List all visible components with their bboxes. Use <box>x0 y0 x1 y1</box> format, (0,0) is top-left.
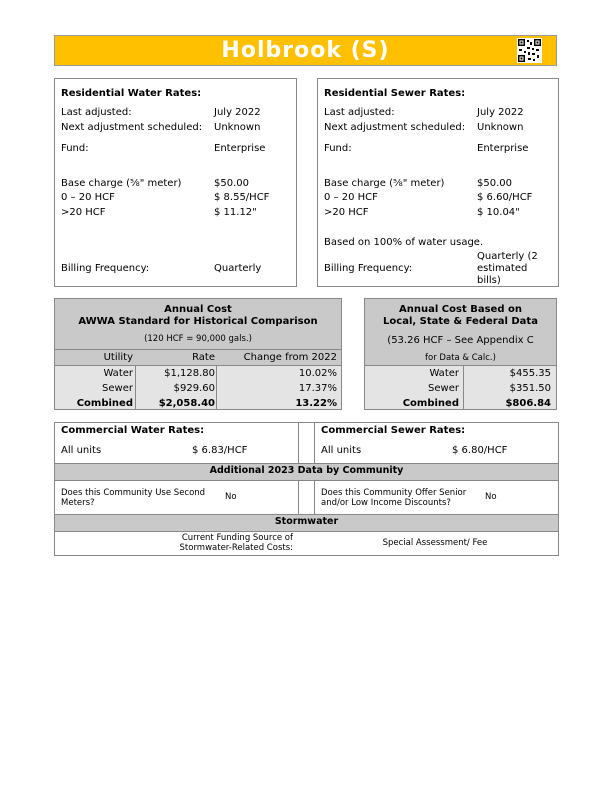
fund-label: Fund: <box>324 143 352 154</box>
local-title-line2: Local, State & Federal Data <box>383 316 538 327</box>
commercial-water-label: All units <box>61 445 102 456</box>
col-change: Change from 2022 <box>243 352 337 363</box>
base-charge-value: $50.00 <box>477 178 512 189</box>
awwa-combined-change: 13.22% <box>295 398 337 409</box>
billing-frequency-line2: estimated <box>477 263 528 274</box>
residential-sewer-box <box>317 78 559 287</box>
billing-frequency-value: Quarterly <box>214 263 262 274</box>
local-sewer-rate: $351.50 <box>509 383 551 394</box>
next-adjustment-value: Unknown <box>477 122 524 133</box>
sewer-basis-note: Based on 100% of water usage. <box>324 237 484 248</box>
last-adjusted-label: Last adjusted: <box>61 107 132 118</box>
next-adjustment-label: Next adjustment scheduled: <box>324 122 466 133</box>
billing-frequency-line1: Quarterly (2 <box>477 251 538 262</box>
annual-cost-local-table <box>364 298 557 410</box>
qr-code-icon <box>517 38 542 63</box>
base-charge-label: Base charge (⅝" meter) <box>324 178 445 189</box>
base-charge-value: $50.00 <box>214 178 249 189</box>
tier2-value: $ 11.12" <box>214 207 257 218</box>
billing-frequency-line3: bills) <box>477 275 501 286</box>
stormwater-heading: Stormwater <box>274 516 339 527</box>
residential-water-heading: Residential Water Rates: <box>61 88 202 99</box>
commercial-sewer-label: All units <box>321 445 362 456</box>
fund-label: Fund: <box>61 143 89 154</box>
last-adjusted-value: July 2022 <box>214 107 261 118</box>
awwa-title-line2: AWWA Standard for Historical Comparison <box>78 316 318 327</box>
next-adjustment-value: Unknown <box>214 122 261 133</box>
awwa-sewer-rate: $929.60 <box>173 383 215 394</box>
annual-cost-awwa-table <box>54 298 342 410</box>
awwa-sewer-utility: Sewer <box>102 383 133 394</box>
commercial-water-heading: Commercial Water Rates: <box>61 425 205 436</box>
awwa-water-rate: $1,128.80 <box>164 368 215 379</box>
fund-value: Enterprise <box>477 143 529 154</box>
last-adjusted-value: July 2022 <box>477 107 524 118</box>
title-bar <box>54 35 557 66</box>
base-charge-label: Base charge (⅝" meter) <box>61 178 182 189</box>
last-adjusted-label: Last adjusted: <box>324 107 395 118</box>
second-meters-question-line2: Meters? <box>61 498 95 508</box>
commercial-table <box>54 422 559 556</box>
billing-frequency-label: Billing Frequency: <box>61 263 150 274</box>
col-rate: Rate <box>192 352 215 363</box>
tier1-label: 0 – 20 HCF <box>324 192 378 203</box>
local-water-rate: $455.35 <box>509 368 551 379</box>
awwa-combined-utility: Combined <box>76 398 133 409</box>
local-sewer-utility: Sewer <box>428 383 459 394</box>
additional-data-heading: Additional 2023 Data by Community <box>209 465 404 476</box>
second-meters-answer: No <box>225 492 237 502</box>
residential-water-box <box>54 78 297 287</box>
stormwater-funding-value: Special Assessment/ Fee <box>382 538 488 548</box>
awwa-subtitle: (120 HCF = 90,000 gals.) <box>144 334 252 344</box>
local-combined-utility: Combined <box>402 398 459 409</box>
stormwater-label-line1: Current Funding Source of <box>181 533 293 543</box>
billing-frequency-label: Billing Frequency: <box>324 263 413 274</box>
tier2-value: $ 10.04" <box>477 207 520 218</box>
discounts-answer: No <box>485 492 497 502</box>
awwa-water-change: 10.02% <box>298 368 337 379</box>
awwa-combined-rate: $2,058.40 <box>158 398 215 409</box>
awwa-water-utility: Water <box>103 368 133 379</box>
tier1-value: $ 6.60/HCF <box>477 192 533 203</box>
discounts-question-line2: and/or Low Income Discounts? <box>321 498 451 508</box>
col-utility: Utility <box>103 352 133 363</box>
awwa-title-line1: Annual Cost <box>164 304 232 315</box>
fund-value: Enterprise <box>214 143 266 154</box>
local-water-utility: Water <box>429 368 459 379</box>
commercial-sewer-value: $ 6.80/HCF <box>452 445 508 456</box>
discounts-question-line1: Does this Community Offer Senior <box>321 488 467 498</box>
page-title: Holbrook (S) <box>221 38 390 63</box>
next-adjustment-label: Next adjustment scheduled: <box>61 122 203 133</box>
local-subtitle-line1: (53.26 HCF – See Appendix C <box>387 335 534 346</box>
awwa-sewer-change: 17.37% <box>298 383 337 394</box>
tier1-value: $ 8.55/HCF <box>214 192 270 203</box>
local-subtitle-line2: for Data & Calc.) <box>425 353 496 363</box>
second-meters-question-line1: Does this Community Use Second <box>61 488 206 498</box>
commercial-sewer-heading: Commercial Sewer Rates: <box>321 425 466 436</box>
tier2-label: >20 HCF <box>61 207 106 218</box>
tier2-label: >20 HCF <box>324 207 369 218</box>
stormwater-label-line2: Stormwater-Related Costs: <box>179 543 293 553</box>
commercial-water-value: $ 6.83/HCF <box>192 445 248 456</box>
local-title-line1: Annual Cost Based on <box>399 304 522 315</box>
residential-sewer-heading: Residential Sewer Rates: <box>324 88 466 99</box>
local-combined-rate: $806.84 <box>505 398 551 409</box>
tier1-label: 0 – 20 HCF <box>61 192 115 203</box>
